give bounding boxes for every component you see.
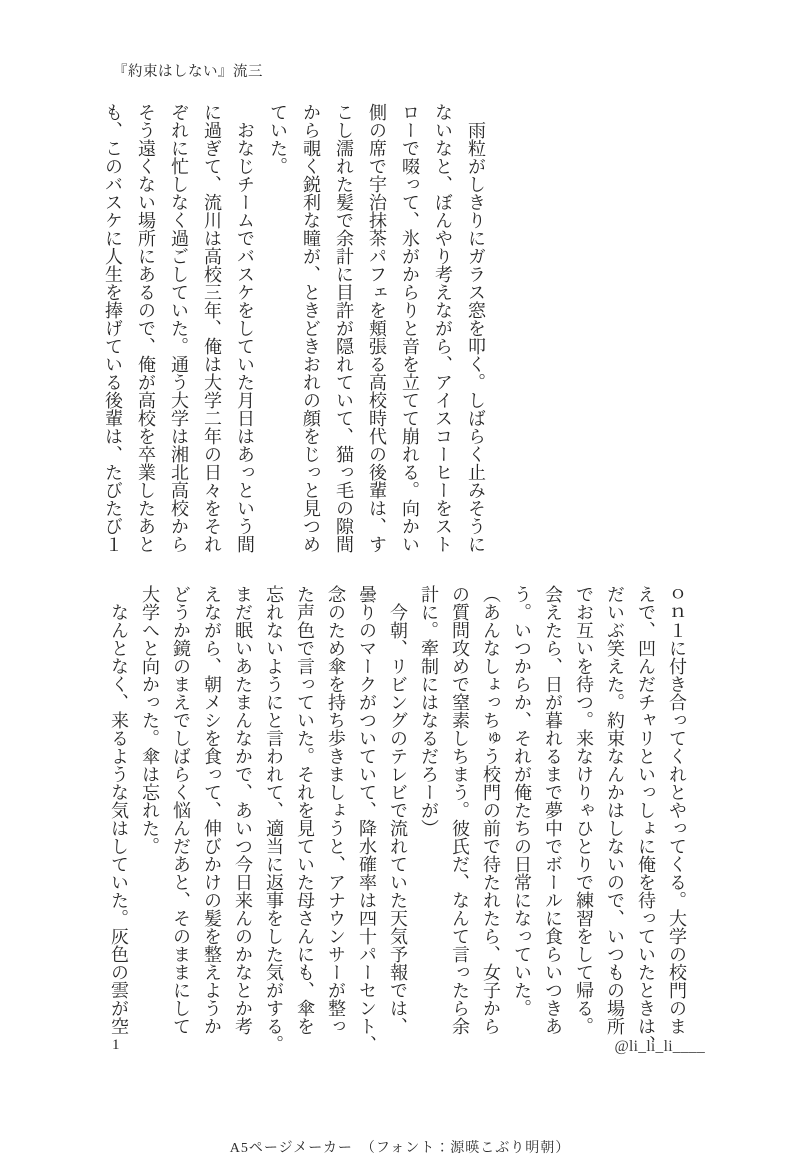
- text-line: ｏｎ１に付き合ってくれとやってくる。大学の校門のま: [667, 585, 687, 1035]
- generator-credit: A5ページメーカー （フォント：源暎こぶり明朝）: [229, 1141, 571, 1156]
- text-line: 忘れないようにと言われて、適当に返事をした気がする。: [264, 585, 284, 1053]
- author-handle: @li_li_li____: [614, 1038, 705, 1055]
- text-line: 念のため傘を持ち歩きましょうと、アナウンサーが整っ: [326, 585, 346, 1035]
- text-line: に過ぎて、流川は高校三年、俺は大学二年の日々をそれ: [202, 103, 222, 553]
- text-line: なんとなく、来るような気はしていた。灰色の雲が空: [109, 585, 129, 1035]
- text-line: う。いつからか、それが俺たちの日常になっていた。: [512, 585, 532, 1017]
- text-line: えで、凹んだチャリといっしょに俺を待っていたときは、: [636, 585, 656, 1053]
- text-line: 側の席で宇治抹茶パフェを頬張る高校時代の後輩は、す: [367, 103, 387, 553]
- text-line: から覗く鋭利な瞳が、ときどきおれの顔をじっと見つめ: [301, 103, 321, 553]
- text-line: （あんなしょっちゅう校門の前で待たれたら、女子から: [481, 585, 501, 1035]
- text-line: でお互いを待つ。来なけりゃひとりで練習をして帰る。: [574, 585, 594, 1035]
- text-line: も、このバスケに人生を捧げている後輩は、たびたび１: [103, 103, 123, 553]
- text-line: 会えたら、日が暮れるまで夢中でボールに食らいつきあ: [543, 585, 563, 1035]
- text-line: そう遠くない場所にあるので、俺が高校を卒業したあと: [136, 103, 156, 553]
- text-line: まだ眠いあたまんなかで、あいつ今日来んのかなとか考: [233, 585, 253, 1035]
- text-line: ぞれに忙しなく過ごしていた。通う大学は湘北高校から: [169, 103, 189, 553]
- text-line: 雨粒がしきりにガラス窓を叩く。しばらく止みそうに: [466, 103, 486, 553]
- text-line: 計に。牽制にはなるだろーが）: [419, 585, 439, 837]
- text-line: 曇りのマークがついていて、降水確率は四十パーセント、: [357, 585, 377, 1053]
- text-line: おなじチームでバスケをしていた月日はあっという間: [235, 103, 255, 553]
- page-title: 『約束はしない』流三: [113, 64, 263, 80]
- text-line: だいぶ笑えた。約束なんかはしないので、いつもの場所: [605, 585, 625, 1035]
- text-line: 大学へと向かった。傘は忘れた。: [140, 585, 160, 855]
- text-block-bottom: [103, 585, 692, 1053]
- text-block-top: [96, 103, 492, 553]
- text-line: どうか鏡のまえでしばらく悩んだあと、そのままにして: [171, 585, 191, 1035]
- text-line: ていた。: [268, 103, 288, 175]
- text-line: た声色で言っていた。それを見ていた母さんにも、傘を: [295, 585, 315, 1035]
- text-line: ローで啜って、氷がからりと音を立てて崩れる。向かい: [400, 103, 420, 553]
- text-line: ないなと、ぼんやり考えながら、アイスコーヒーをスト: [433, 103, 453, 553]
- text-line: 今朝、リビングのテレビで流れていた天気予報では、: [388, 585, 408, 1035]
- page-number: 1: [112, 1037, 120, 1053]
- text-line: えながら、朝メシを食って、伸びかけの髪を整えようか: [202, 585, 222, 1035]
- text-line: こし濡れた髪で余計に目許が隠れていて、猫っ毛の隙間: [334, 103, 354, 553]
- text-line: の質問攻めで窒素しちまう。彼氏だ、なんて言ったら余: [450, 585, 470, 1035]
